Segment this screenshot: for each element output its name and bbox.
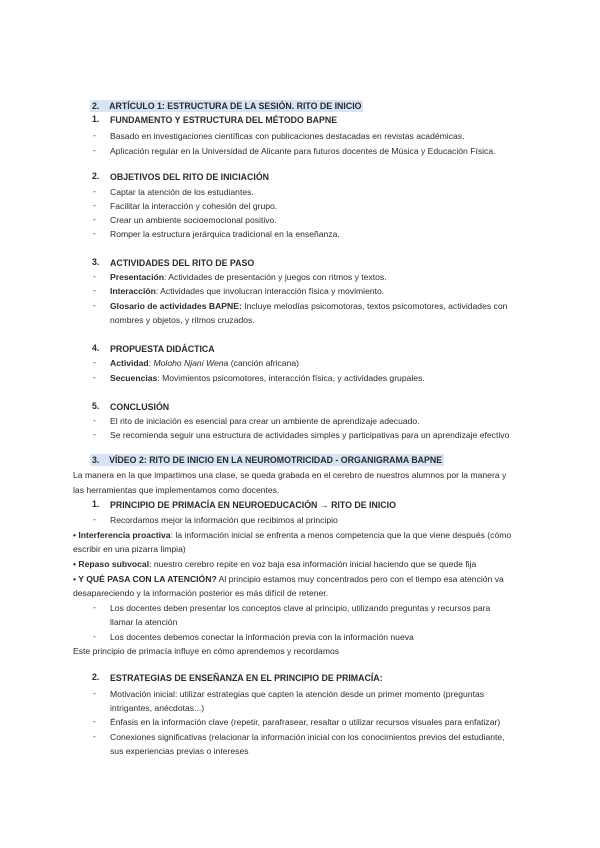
item-term: Actividad <box>110 358 149 368</box>
section-3-heading: 3. VÍDEO 2: RITO DE INICIO EN LA NEUROMOTRICIDAD - ORGANIGRAMA BAPNE <box>92 455 443 465</box>
bullet-dash: - <box>93 200 96 210</box>
paragraph-line: • Y QUÉ PASA CON LA ATENCIÓN? Al principio estamos muy concentrados pero con el tiempo esa atención va <box>73 574 504 584</box>
subheading-conclusion: CONCLUSIÓN <box>110 402 170 412</box>
section-2-heading: 2. ARTÍCULO 1: ESTRUCTURA DE LA SESIÓN. RITO DE INICIO <box>92 101 362 111</box>
subheading-number: 4. <box>92 343 100 353</box>
subheading-number: 5. <box>92 401 100 411</box>
subheading-propuesta: PROPUESTA DIDÁCTICA <box>110 344 215 354</box>
list-item-continuation: intrigantes, anécdotas...) <box>110 703 205 713</box>
bullet-dash: - <box>93 372 96 382</box>
item-term: Interacción <box>110 286 156 296</box>
list-item: Crear un ambiente socioemocional positivo. <box>110 215 277 225</box>
paragraph-line: • Interferencia proactiva: la información inicial se enfrenta a menos competencia que la que viene después (cómo <box>73 530 512 540</box>
item-term: Secuencias <box>110 373 158 383</box>
bullet-dash: - <box>93 300 96 310</box>
bullet-dash: - <box>93 145 96 155</box>
list-item: Énfasis en la información clave (repetir, parafrasear, resaltar o utilizar recursos visuales para enfatizar) <box>110 717 501 727</box>
bullet-dash: - <box>93 415 96 425</box>
bullet-term: • Interferencia proactiva <box>73 530 171 540</box>
list-item: Se recomienda seguir una estructura de actividades simples y participativas para un aprendizaje efectivo <box>110 430 510 440</box>
list-item: Glosario de actividades BAPNE: Incluye melodías psicomotoras, textos psicomotores, actividades con <box>110 301 508 311</box>
subheading-estrategias: ESTRATEGIAS DE ENSEÑANZA EN EL PRINCIPIO DE PRIMACÍA: <box>110 673 383 683</box>
paragraph-line: desapareciendo y la información posterior es más difícil de retener. <box>73 588 329 598</box>
list-item-continuation: nombres y objetos, y ritmos cruzados. <box>110 315 255 325</box>
list-item: Los docentes debemos conectar la información previa con la información nueva <box>110 632 414 642</box>
subheading-number: 2. <box>92 672 100 682</box>
subheading-number: 1. <box>92 499 100 509</box>
list-item: Captar la atención de los estudiantes. <box>110 187 254 197</box>
subheading-number: 2. <box>92 171 100 181</box>
subheading-number: 3. <box>92 257 100 267</box>
list-item: Recordamos mejor la información que recibimos al principio <box>110 515 338 525</box>
list-item: Facilitar la interacción y cohesión del grupo. <box>110 201 278 211</box>
list-item: Motivación inicial: utilizar estrategias que capten la atención desde un primer momento (preguntas <box>110 689 485 699</box>
bullet-dash: - <box>93 186 96 196</box>
bullet-dash: - <box>93 631 96 641</box>
item-term: Glosario de actividades BAPNE: <box>110 301 242 311</box>
list-item: Basado en investigaciones científicas con publicaciones destacadas en revistas académicas. <box>110 131 465 141</box>
bullet-dash: - <box>93 271 96 281</box>
list-item: Secuencias: Movimientos psicomotores, interacción física, y actividades grupales. <box>110 373 425 383</box>
bullet-dash: - <box>93 228 96 238</box>
bullet-dash: - <box>93 731 96 741</box>
bullet-dash: - <box>93 357 96 367</box>
paragraph-line: las herramientas que implementamos como docentes. <box>73 485 280 495</box>
subheading-actividades: ACTIVIDADES DEL RITO DE PASO <box>110 258 255 268</box>
bullet-dash: - <box>93 429 96 439</box>
bullet-dash: - <box>93 214 96 224</box>
list-item: Presentación: Actividades de presentación y juegos con ritmos y textos. <box>110 272 387 282</box>
paragraph-line: La manera en la que impartimos una clase, se queda grabada en el cerebro de nuestros alumnos por la manera y <box>73 470 507 480</box>
list-item: Romper la estructura jerárquica tradicional en la enseñanza. <box>110 229 340 239</box>
subheading-primacia: PRINCIPIO DE PRIMACÍA EN NEUROEDUCACIÓN → RITO DE INICIO <box>110 500 396 510</box>
list-item-continuation: sus experiencias previas o intereses <box>110 746 249 756</box>
bullet-dash: - <box>93 514 96 524</box>
bullet-term: • Repaso subvocal <box>73 559 150 569</box>
list-item: Aplicación regular en la Universidad de Alicante para futuros docentes de Música y Educación Física. <box>110 146 496 156</box>
paragraph-line: • Repaso subvocal: nuestro cerebro repite en voz baja esa información inicial haciendo que se quede fija <box>73 559 477 569</box>
list-item: Los docentes deben presentar los conceptos clave al principio, utilizando preguntas y recursos para <box>110 603 491 613</box>
item-term: Presentación <box>110 272 164 282</box>
bullet-dash: - <box>93 602 96 612</box>
paragraph-line: Este principio de primacía influye en cómo aprendemos y recordamos <box>73 646 340 656</box>
subheading-number: 1. <box>92 114 100 124</box>
list-item: Actividad: Moloho Njani Wena (canción africana) <box>110 358 300 368</box>
subheading-fundamento: FUNDAMENTO Y ESTRUCTURA DEL MÉTODO BAPNE <box>110 115 338 125</box>
bullet-dash: - <box>93 688 96 698</box>
list-item: Conexiones significativas (relacionar la información inicial con los conocimientos previos del estudiante, <box>110 732 505 742</box>
bullet-dash: - <box>93 130 96 140</box>
subheading-objetivos: OBJETIVOS DEL RITO DE INICIACIÓN <box>110 172 270 182</box>
bullet-dash: - <box>93 716 96 726</box>
list-item: Interacción: Actividades que involucran interacción física y movimiento. <box>110 286 385 296</box>
list-item: El rito de iniciación es esencial para crear un ambiente de aprendizaje adecuado. <box>110 416 420 426</box>
bullet-term: • Y QUÉ PASA CON LA ATENCIÓN? <box>73 574 217 584</box>
paragraph-line: escribir en una pizarra limpia) <box>73 544 186 554</box>
bullet-dash: - <box>93 285 96 295</box>
list-item-continuation: llamar la atención <box>110 617 178 627</box>
